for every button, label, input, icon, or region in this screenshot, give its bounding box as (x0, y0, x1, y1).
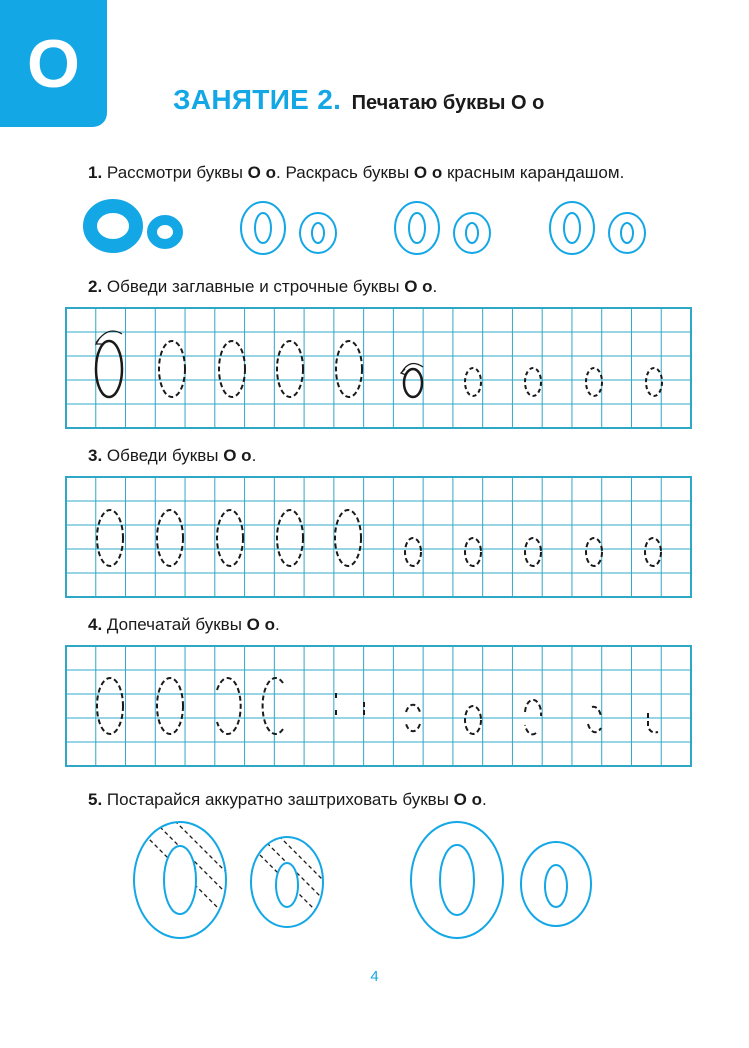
task-1-number: 1. (88, 163, 103, 182)
outline-letters-1 (241, 202, 336, 254)
task-3-number: 3. (88, 446, 103, 465)
task-1-letters-row (90, 202, 645, 254)
task-1-text: Рассмотри буквы (106, 163, 243, 182)
solid-capital-o (96, 341, 122, 397)
outline-small-o (521, 842, 591, 926)
task-4-period: . (275, 615, 280, 634)
task-5-text: Постарайся аккуратно заштриховать буквы (106, 790, 449, 809)
outline-letters-2 (395, 202, 490, 254)
task-3-period: . (251, 446, 257, 465)
task-4-number: 4. (88, 615, 103, 634)
task-4-letters (97, 678, 658, 734)
hatch-capital-o (130, 794, 290, 938)
task-5-number: 5. (88, 790, 103, 809)
task-2-text: Обведи заглавные и строчные буквы (106, 277, 400, 296)
outline-letters-3 (550, 202, 645, 254)
task-3-letters (97, 510, 661, 566)
task-2-number: 2. (88, 277, 103, 296)
corner-letter: О (27, 26, 80, 102)
task-5-letters (130, 794, 591, 938)
task-3-text: Обведи буквы (106, 446, 219, 465)
lesson-label: ЗАНЯТИЕ 2. (173, 84, 342, 115)
task-5-period: . (482, 790, 487, 809)
grid-border (66, 477, 691, 597)
grid-border (66, 646, 691, 766)
task-3-grid (66, 477, 691, 597)
hatch-small-o (250, 824, 366, 927)
filled-letters (90, 206, 178, 246)
task-4-grid (66, 646, 691, 766)
task-4-letters: О о (246, 615, 276, 634)
solid-small-o (404, 369, 422, 397)
task-5-letters: О о (453, 790, 483, 809)
outline-capital-o (411, 822, 503, 938)
task-1-letters-b: О о (413, 163, 443, 182)
task-1-text-b: . Раскрась буквы (276, 163, 410, 182)
task-2-letters: О о (404, 277, 433, 296)
stroke-arrow-icon (402, 363, 423, 372)
task-2-letters (96, 331, 662, 397)
lesson-subject: Печатаю буквы О о (351, 92, 545, 114)
task-1-text-c: красным карандашом. (446, 163, 625, 182)
task-2-period: . (432, 277, 438, 296)
task-3-letters: О о (223, 446, 252, 465)
page-number: 4 (370, 968, 379, 985)
task-1-letters: О о (247, 163, 277, 182)
task-4-text: Допечатай буквы (106, 615, 242, 634)
